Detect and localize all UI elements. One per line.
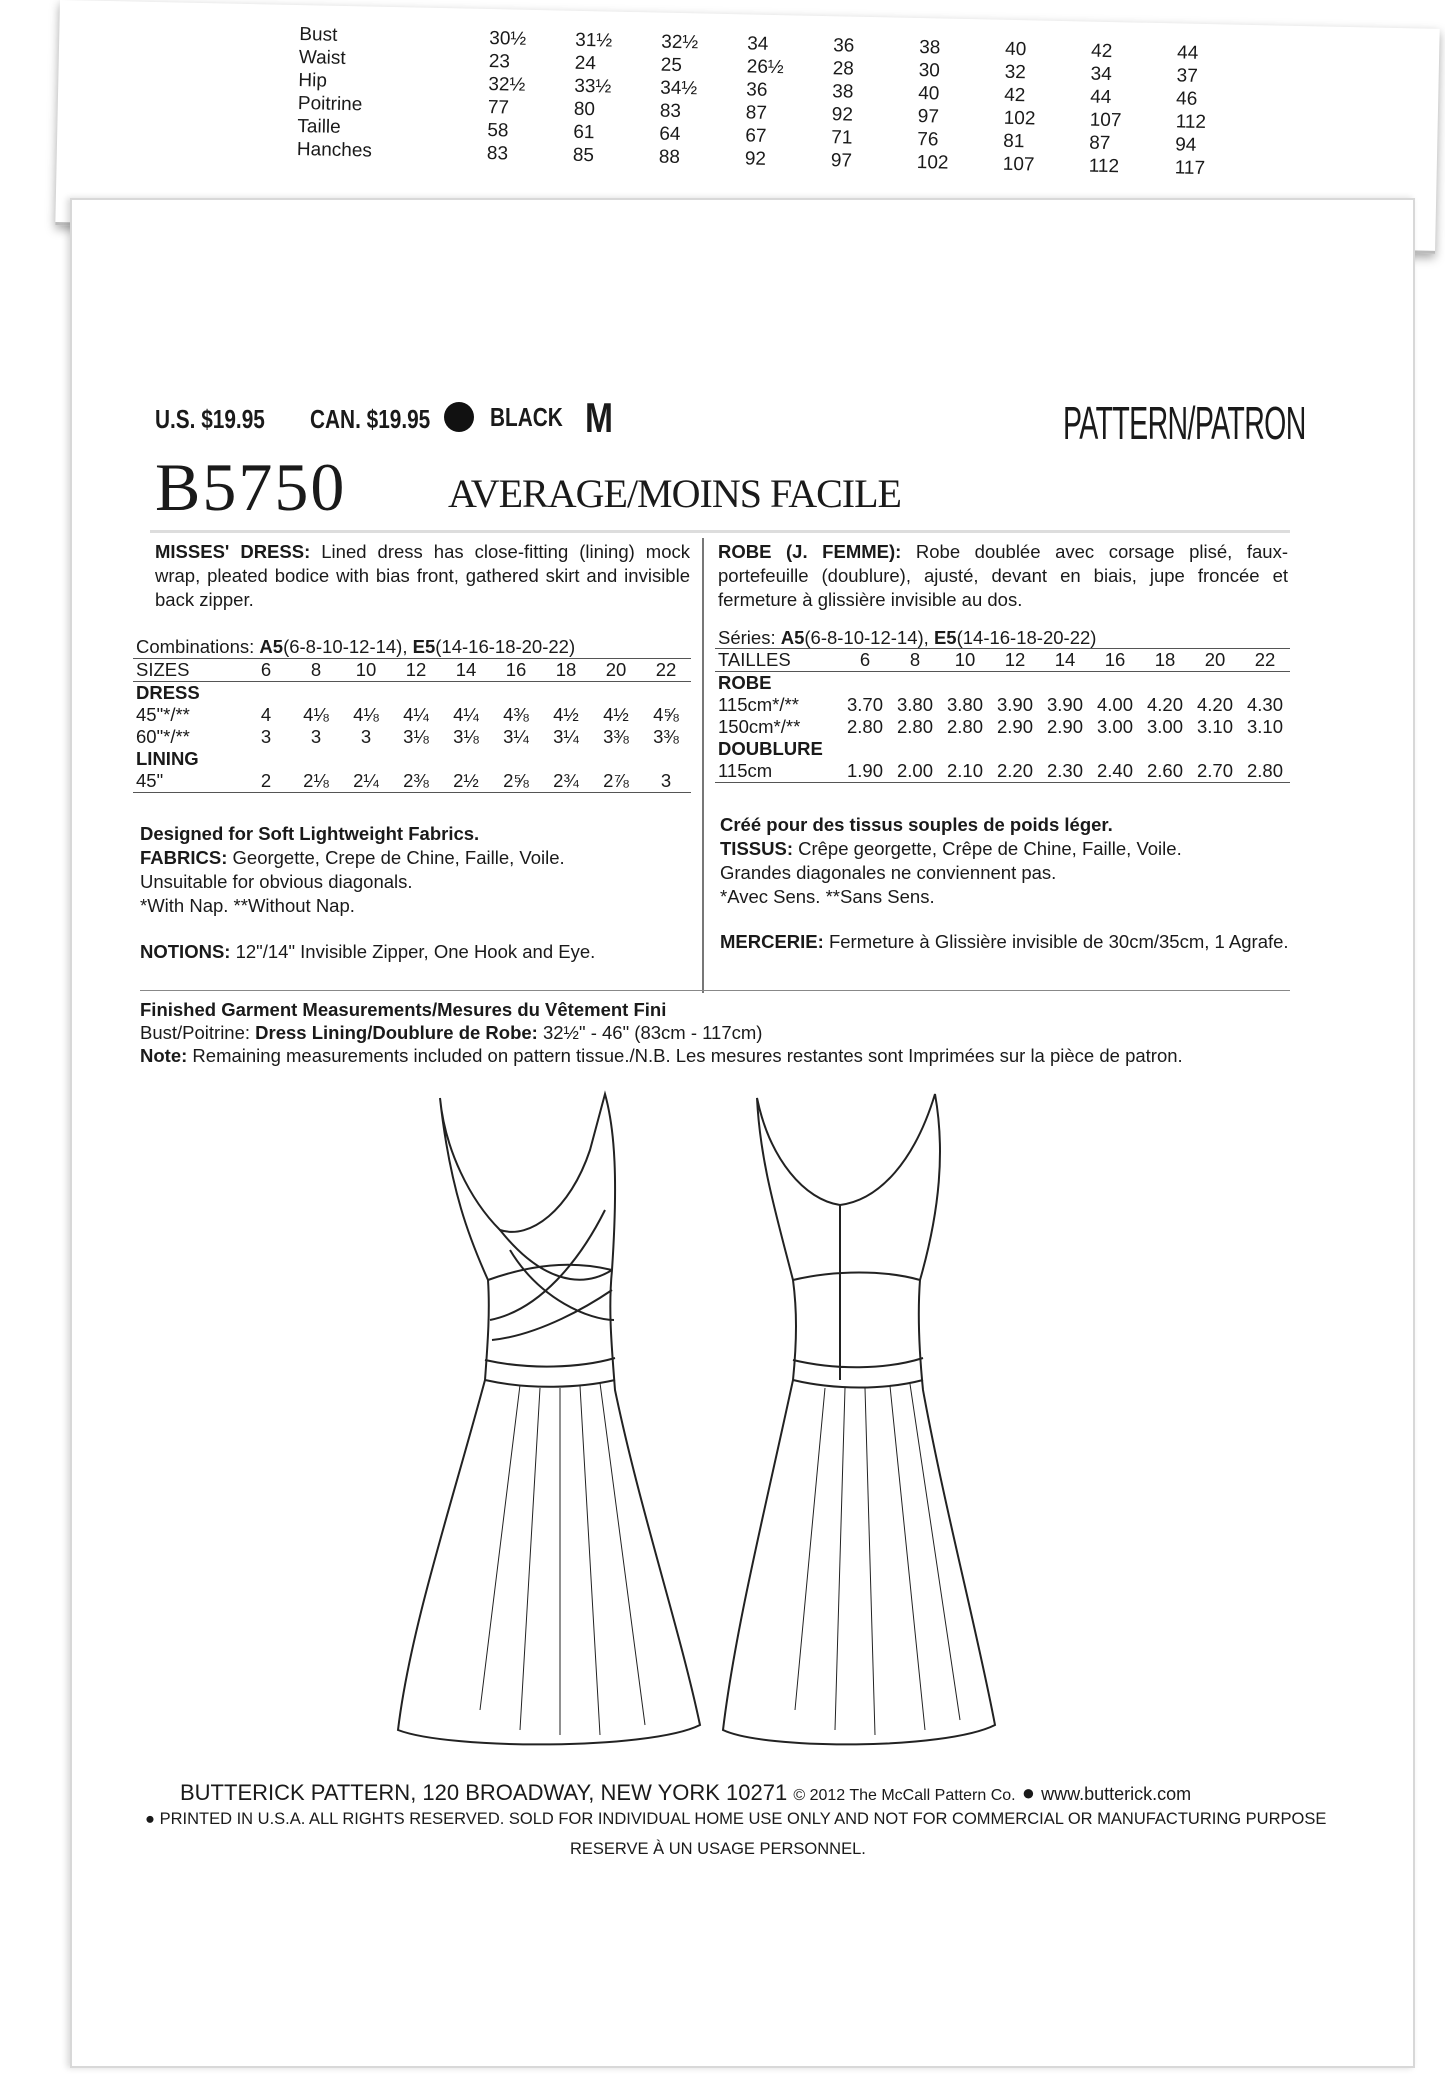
yardage-value: 3.10 [1196,716,1233,737]
measurement-value: 38 [832,81,854,103]
yardage-value: 2.80 [946,716,983,737]
size-header: 14 [455,659,477,680]
fabrics-en [140,822,695,918]
yardage-value: 3⅜ [603,726,629,747]
yardage-value: 3.70 [846,694,883,715]
bullet-icon: ● [145,1810,155,1828]
desc-fr-text: Robe doublée avec corsage plisé, faux-portefeuille (doublure), ajusté, devant en biais, jupe froncée et fermeture à glissière invisible au dos. [718,541,1288,610]
footer-rights [145,1810,1326,1829]
yardage-row [715,694,1290,716]
size-header: 12 [405,659,427,680]
designed-en: Designed for Soft Lightweight Fabrics. [140,823,480,844]
e5-fr: E5 [933,627,957,648]
yardage-value: 2.20 [996,760,1033,781]
e5-sizes-fr: (14-16-18-20-22) [956,627,1097,648]
fabrics-label-en: FABRICS: [140,847,228,868]
note-label: Note: [140,1045,188,1066]
measurement-value: 92 [744,148,767,170]
measurement-label: Waist [298,47,346,69]
yardage-value: 4⅝ [653,704,679,725]
measurement-label: Hip [298,70,328,92]
size-letter: M [585,394,613,441]
measurement-value: 83 [659,100,682,123]
yardage-table [715,648,1290,783]
note-text: Remaining measurements included on pattern tissue./N.B. Les mesures restantes sont Imprimées sur la pièce de patron. [192,1045,1183,1066]
size-header: 8 [310,659,322,680]
color-label: BLACK [490,402,563,432]
measurement-value: 67 [745,125,767,147]
yardage-row [133,726,691,748]
measurement-value: 58 [487,119,509,142]
yardage-value: 2.80 [1246,760,1283,781]
size-header: 18 [1154,649,1176,670]
measurement-value: 24 [574,52,597,75]
measurement-value: 31½ [575,29,613,52]
fabrics-fr [720,813,1280,909]
us-price: U.S. $19.95 [155,404,265,434]
sizes-header-row [715,649,1290,672]
bust-value: 32½" - 46" (83cm - 117cm) [542,1022,763,1043]
measurement-value: 88 [658,146,681,169]
notions-label-en: NOTIONS: [140,941,231,962]
size-header: 10 [954,649,976,670]
yardage-value: 3 [260,726,272,747]
yardage-value: 3¼ [503,726,529,747]
yardage-value: 2.80 [896,716,933,737]
body-measurements-table [297,23,1264,181]
fabric-group-name: LINING [136,748,199,769]
size-header: 10 [355,659,377,680]
finished-measurements [140,998,1310,1067]
color-dot-icon [444,402,474,432]
copyright: © 2012 The McCall Pattern Co. [793,1787,1016,1804]
measurement-value: 80 [573,98,596,121]
a5-fr: A5 [780,627,805,648]
measurement-value: 32½ [488,73,526,96]
measurement-label: Poitrine [297,93,363,116]
yardage-row [133,704,691,726]
fabric-width: 150cm*/** [718,716,801,737]
yardage-value: 4.20 [1196,694,1233,715]
yardage-value: 4 [260,704,272,725]
measurement-value: 36 [746,79,768,101]
yardage-value: 4⅛ [353,704,379,725]
yardage-value: 2 [260,770,272,791]
measurement-value: 102 [916,151,949,174]
yardage-value: 3 [360,726,372,747]
pattern-label: PATTERN/PATRON [1063,397,1306,449]
measurement-value: 40 [918,82,940,105]
title-en: MISSES' DRESS: [155,541,311,562]
yardage-value: 3⅜ [653,726,679,747]
measurement-value: 117 [1174,157,1206,180]
yardage-value: 4.20 [1146,694,1183,715]
notions-en-text: 12"/14" Invisible Zipper, One Hook and Eye. [235,941,596,962]
yardage-table-fr [715,648,1290,783]
yardage-value: 2.10 [946,760,983,781]
yardage-value: 3.90 [1046,694,1083,715]
measurement-value: 23 [488,50,511,73]
yardage-value: 2.60 [1146,760,1183,781]
yardage-table [133,658,691,793]
yardage-value: 2.00 [896,760,933,781]
measurement-value: 107 [1089,109,1122,132]
yardage-value: 4⅜ [503,704,529,725]
measurement-label: Hanches [296,138,373,162]
measurement-value: 32 [1004,61,1027,84]
footer-address [180,1780,1191,1806]
measurement-value: 38 [918,37,941,59]
measurement-value: 92 [831,104,854,126]
yardage-value: 3.00 [1096,716,1133,737]
size-header: 14 [1054,649,1076,670]
measurement-value: 40 [1004,38,1027,61]
size-header: 22 [655,659,677,680]
yardage-value: 2½ [453,770,479,791]
size-header: 6 [260,659,272,680]
measurement-value: 42 [1090,40,1113,63]
measurement-value: 87 [1089,132,1111,155]
yardage-row [133,770,691,793]
yardage-table-en [133,658,691,793]
yardage-row [715,760,1290,783]
measurement-value: 34 [747,33,769,55]
size-header: 16 [505,659,527,680]
yardage-value: 3.00 [1146,716,1183,737]
measurement-value: 61 [573,121,595,144]
measurement-value: 25 [660,54,683,77]
measurement-value: 107 [1002,153,1035,176]
unsuitable-en: Unsuitable for obvious diagonals. [140,871,413,892]
fabrics-label-fr: TISSUS: [720,838,793,859]
fabrics-fr-text: Crêpe georgette, Crêpe de Chine, Faille, Voile. [798,838,1182,859]
combo-label: Combinations: [136,636,255,657]
measurement-value: 94 [1174,134,1197,156]
yardage-value: 4½ [603,704,629,725]
notions-label-fr: MERCERIE: [720,931,824,952]
measurement-value: 46 [1175,88,1198,110]
measurement-value: 76 [917,128,939,151]
measurement-value: 30 [918,60,941,82]
size-header: 16 [1104,649,1126,670]
e5: E5 [412,636,436,657]
measurement-value: 34 [1090,63,1113,86]
measurement-label: Bust [299,24,338,46]
a5-sizes: (6-8-10-12-14), [283,636,408,657]
fabric-width: 45"*/** [136,704,190,725]
series-label: Séries: [718,627,776,648]
measurement-value: 83 [486,142,509,165]
notions-en [140,940,595,964]
e5-sizes: (14-16-18-20-22) [435,636,576,657]
measurement-value: 30½ [489,28,527,50]
measurement-value: 112 [1088,155,1120,178]
measurement-value: 33½ [574,75,612,98]
fabric-width: 115cm*/** [718,694,799,715]
measurement-value: 42 [1003,84,1026,107]
yardage-value: 1.90 [846,760,883,781]
desc-en-text: Lined dress has close-fitting (lining) mock wrap, pleated bodice with bias front, gathered skirt and invisible back zipper. [155,541,690,610]
fabric-group-name: DOUBLURE [718,738,823,759]
measurement-value: 97 [830,150,853,172]
fabric-group-row [133,748,691,770]
measurement-value: 36 [832,35,855,57]
publisher-address: BUTTERICK PATTERN, 120 BROADWAY, NEW YORK 10271 [180,1780,788,1805]
yardage-value: 4½ [553,704,579,725]
fabrics-en-text: Georgette, Crepe de Chine, Faille, Voile. [232,847,565,868]
yardage-value: 2.40 [1096,760,1133,781]
measurement-value: 81 [1003,130,1025,153]
a5: A5 [259,636,284,657]
nap-fr: *Avec Sens. **Sans Sens. [720,886,935,907]
yardage-value: 2.70 [1196,760,1233,781]
measurement-value: 64 [659,123,681,146]
fabric-group-row [133,682,691,705]
fabric-group-name: DRESS [136,682,200,703]
measurement-value: 37 [1176,65,1199,87]
pattern-number: B5750 [155,449,347,525]
measurement-label: Taille [297,116,341,138]
fabric-group-row [715,738,1290,760]
yardage-value: 2.80 [846,716,883,737]
bullet-icon: ● [1021,1780,1036,1805]
yardage-value: 4⅛ [303,704,329,725]
measurement-value: 34½ [660,77,698,100]
yardage-value: 3⅛ [403,726,429,747]
finished-title: Finished Garment Measurements/Mesures du Vêtement Fini [140,999,667,1020]
measurement-value: 102 [1003,107,1036,130]
yardage-value: 2¾ [553,770,579,791]
fabric-width: 45" [136,770,164,791]
can-price: CAN. $19.95 [310,404,431,434]
yardage-value: 3.10 [1246,716,1283,737]
yardage-value: 3.90 [996,694,1033,715]
description-fr [718,540,1288,612]
unsuitable-fr: Grandes diagonales ne conviennent pas. [720,862,1057,883]
yardage-value: 3⅛ [453,726,479,747]
fabric-width: 60"*/** [136,726,190,747]
bust-label: Bust/Poitrine: [140,1022,251,1043]
series-fr [718,626,1096,650]
yardage-value: 2.90 [1046,716,1083,737]
yardage-value: 2⅝ [503,770,529,791]
difficulty: AVERAGE/MOINS FACILE [448,471,901,516]
yardage-value: 2⅛ [303,770,329,791]
footer-french-notice: RESERVE À UN USAGE PERSONNEL. [570,1840,866,1858]
yardage-value: 4.30 [1246,694,1283,715]
notions-fr [720,930,1290,954]
column-divider [702,538,704,993]
nap-en: *With Nap. **Without Nap. [140,895,355,916]
size-header: 6 [859,649,871,670]
measurement-value: 28 [832,58,855,80]
back-view-dress-illustration [715,1090,1005,1750]
website-link: www.butterick.com [1041,1784,1192,1804]
yardage-value: 2⅜ [403,770,429,791]
size-header: 20 [605,659,627,680]
yardage-value: 4¼ [453,704,479,725]
size-header: 18 [555,659,577,680]
yardage-value: 4¼ [403,704,429,725]
size-header: 22 [1254,649,1276,670]
size-header: 20 [1204,649,1226,670]
yardage-value: 2.90 [996,716,1033,737]
fabric-group-name: ROBE [718,672,772,693]
measurement-value: 26½ [746,56,784,79]
yardage-value: 4.00 [1096,694,1133,715]
size-header: 12 [1004,649,1026,670]
measurement-value: 44 [1089,86,1112,109]
yardage-value: 3.80 [896,694,933,715]
yardage-value: 3 [310,726,322,747]
notions-fr-text: Fermeture à Glissière invisible de 30cm/35cm, 1 Agrafe. [828,931,1289,952]
measurement-value: 112 [1175,111,1207,134]
measurement-value: 97 [917,105,940,128]
description-en [155,540,690,612]
yardage-value: 3 [660,770,672,791]
yardage-value: 2⅞ [603,770,629,791]
measurement-value: 71 [831,127,853,149]
designed-fr: Créé pour des tissus souples de poids léger. [720,814,1113,835]
yardage-value: 2¼ [353,770,379,791]
yardage-value: 2.30 [1046,760,1083,781]
fabric-width: 115cm [718,760,773,781]
yardage-value: 3¼ [553,726,579,747]
measurement-value: 77 [487,96,510,119]
fabric-group-row [715,672,1290,695]
rights-text: PRINTED IN U.S.A. ALL RIGHTS RESERVED. SOLD FOR INDIVIDUAL HOME USE ONLY AND NOT FOR COMMERCIAL OR MANUFACTURING PURPOSE [159,1810,1327,1828]
title-fr: ROBE (J. FEMME): [718,541,902,562]
yardage-value: 3.80 [946,694,983,715]
sizes-label: SIZES [136,659,190,680]
size-header: 8 [909,649,921,670]
measurement-value: 32½ [661,31,699,54]
a5-sizes-fr: (6-8-10-12-14), [804,627,929,648]
measurement-value: 44 [1176,42,1199,64]
combinations-en [136,635,691,659]
bust-bold: Dress Lining/Doublure de Robe: [255,1022,538,1043]
yardage-row [715,716,1290,738]
measurement-value: 87 [745,102,768,124]
sizes-header-row [133,659,691,682]
sizes-label: TAILLES [718,649,791,670]
measurement-value: 85 [572,144,595,167]
front-view-dress-illustration [390,1090,710,1750]
